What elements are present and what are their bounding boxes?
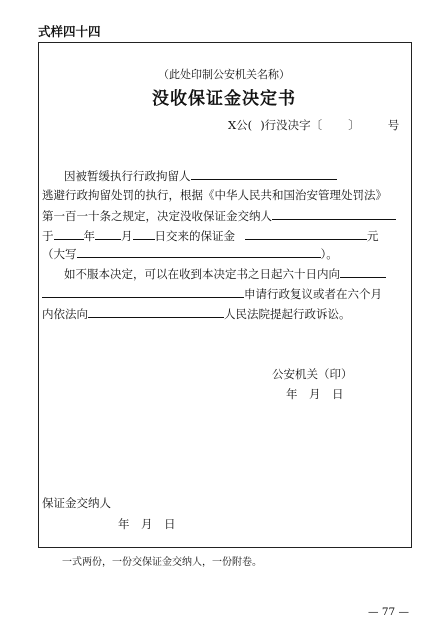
authority-seal: 公安机关（印） [272,367,353,381]
body-line-4-b: 年 [83,229,95,243]
body-line-5-b: ）。 [320,247,338,261]
body-line-7-text: 申请行政复议或者在六个月 [244,287,382,301]
body-line-5-a: （大写 [42,247,77,261]
review-agency-blank-2 [42,284,244,298]
form-label: 式样四十四 [38,24,101,39]
body-line-8-a: 内依法向 [42,307,88,321]
doc-number-prefix: X公( [228,118,253,132]
document-number [228,117,399,133]
body-line-7 [42,284,382,302]
authority-date: 年 月 日 [286,387,344,401]
footnote: 一式两份，一份交保证金交纳人，一份附卷。 [62,557,262,568]
detainee-name-blank [191,166,337,180]
issuer-placeholder: （此处印制公安机关名称） [158,68,290,81]
document-title: 没收保证金决定书 [152,89,296,109]
body-line-3-text: 第一百一十条之规定，决定没收保证金交纳人 [42,209,272,223]
doc-number-middle: )行没决字〔 [260,118,323,132]
body-line-3 [42,206,396,224]
payer-label: 保证金交纳人 [42,496,111,510]
body-line-2 [42,186,387,204]
body-line-1-text: 因被暂缓执行行政拘留人 [64,169,191,183]
page-number: — 77 — [368,606,410,618]
body-line-2-text: 逃避行政拘留处罚的执行，根据《中华人民共和国治安管理处罚法》 [42,188,387,202]
body-line-6-text: 如不服本决定，可以在收到本决定书之日起六十日内向 [64,267,340,281]
body-line-6 [64,264,386,282]
doc-number-suffix: 号 [387,118,400,132]
body-line-5 [42,244,338,262]
body-line-4-a: 于 [42,229,54,243]
review-agency-blank-1 [340,264,386,278]
payer-date: 年 月 日 [118,517,176,531]
doc-number-bracket: 〕 [348,118,360,132]
body-line-4 [42,226,379,244]
amount-in-words-blank [77,244,321,258]
body-line-1 [64,166,337,184]
payer-name-blank [272,206,396,220]
body-line-4-e: 元 [367,229,379,243]
body-line-8-b: 人民法院提起行政诉讼。 [224,307,351,321]
amount-blank [245,226,367,240]
body-line-4-d: 日交来的保证金 [154,229,235,243]
year-blank [54,226,84,240]
body-line-8 [42,304,351,322]
body-line-4-c: 月 [121,229,133,243]
day-blank [133,226,155,240]
month-blank [95,226,121,240]
court-name-blank [88,304,224,318]
